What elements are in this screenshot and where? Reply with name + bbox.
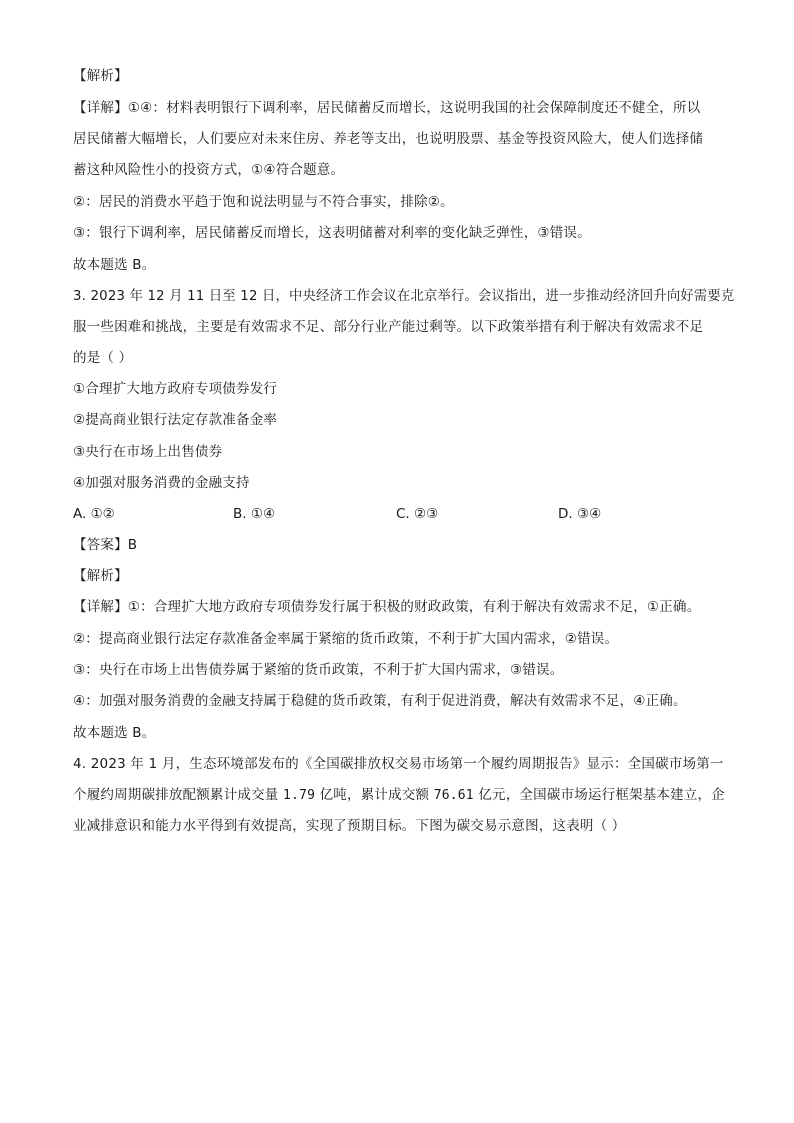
q3-analysis-line-1: 【详解】①：合理扩大地方政府专项债券发行属于积极的财政政策，有利于解决有效需求不足，①正确。 — [73, 599, 701, 615]
detail-line-5: ③：银行下调利率，居民储蓄反而增长，这表明储蓄对利率的变化缺乏弹性，③错误。 — [73, 225, 591, 241]
q3-option-b: B. ①④ — [233, 506, 276, 522]
q4-turnover-value: 76.61 — [433, 788, 474, 803]
q3-analysis-heading: 【解析】 — [73, 568, 128, 584]
q3-analysis-line-3: ③：央行在市场上出售债券属于紧缩的货币政策，不利于扩大国内需求，③错误。 — [73, 662, 564, 678]
q3-stem-line-1: 3. 2023 年 12 月 11 日至 12 日，中央经济工作会议在北京举行。会议指出，进一步推动经济回升向好需要克 — [73, 288, 735, 304]
q3-item-2: ②提高商业银行法定存款准备金率 — [73, 412, 278, 428]
q3-item-1: ①合理扩大地方政府专项债券发行 — [73, 381, 278, 397]
q3-analysis-line-4: ④：加强对服务消费的金融支持属于稳健的货币政策，有利于促进消费，解决有效需求不足，④正确。 — [73, 693, 687, 709]
detail-line-4: ②：居民的消费水平趋于饱和说法明显与不符合事实，排除②。 — [73, 194, 454, 210]
q3-analysis-line-2: ②：提高商业银行法定存款准备金率属于紧缩的货币政策，不利于扩大国内需求，②错误。 — [73, 631, 619, 647]
analysis-heading: 【解析】 — [73, 68, 128, 84]
detail-line-1: 【详解】①④：材料表明银行下调利率，居民储蓄反而增长，这说明我国的社会保障制度还不健全，所以 — [73, 100, 701, 116]
q3-option-c: C. ②③ — [396, 506, 439, 522]
q4-stem-line-3: 业减排意识和能力水平得到有效提高，实现了预期目标。下图为碳交易示意图，这表明（ ） — [73, 818, 626, 834]
q3-stem-line-2: 服一些困难和挑战，主要是有效需求不足、部分行业产能过剩等。以下政策举措有利于解决有效需求不足 — [73, 319, 704, 335]
q4-stem-text-c: 亿元，全国碳市场运行框架基本建立，企 — [473, 787, 725, 803]
detail-line-2: 居民储蓄大幅增长，人们要应对未来住房、养老等支出，也说明股票、基金等投资风险大，使人们选择储 — [73, 131, 704, 147]
q4-stem-line-2 — [73, 786, 725, 805]
q3-option-a: A. ①② — [73, 506, 115, 522]
q4-stem-text-a: 个履约周期碳排放配额累计成交量 — [73, 787, 283, 803]
q3-stem-line-3: 的是（ ） — [73, 350, 133, 366]
q4-stem-text-b: 亿吨，累计成交额 — [315, 787, 434, 803]
q4-stem-line-1: 4. 2023 年 1 月，生态环境部发布的《全国碳排放权交易市场第一个履约周期报告》显示：全国碳市场第一 — [73, 756, 724, 772]
detail-line-3: 蓄这种风险性小的投资方式，①④符合题意。 — [73, 162, 345, 178]
q3-item-4: ④加强对服务消费的金融支持 — [73, 475, 250, 491]
q3-item-3: ③央行在市场上出售债券 — [73, 444, 223, 460]
q3-option-d: D. ③④ — [558, 506, 602, 522]
conclusion-line: 故本题选 B。 — [73, 257, 156, 273]
q3-conclusion: 故本题选 B。 — [73, 725, 156, 741]
q4-volume-value: 1.79 — [283, 788, 316, 803]
q3-answer: 【答案】B — [73, 537, 138, 553]
